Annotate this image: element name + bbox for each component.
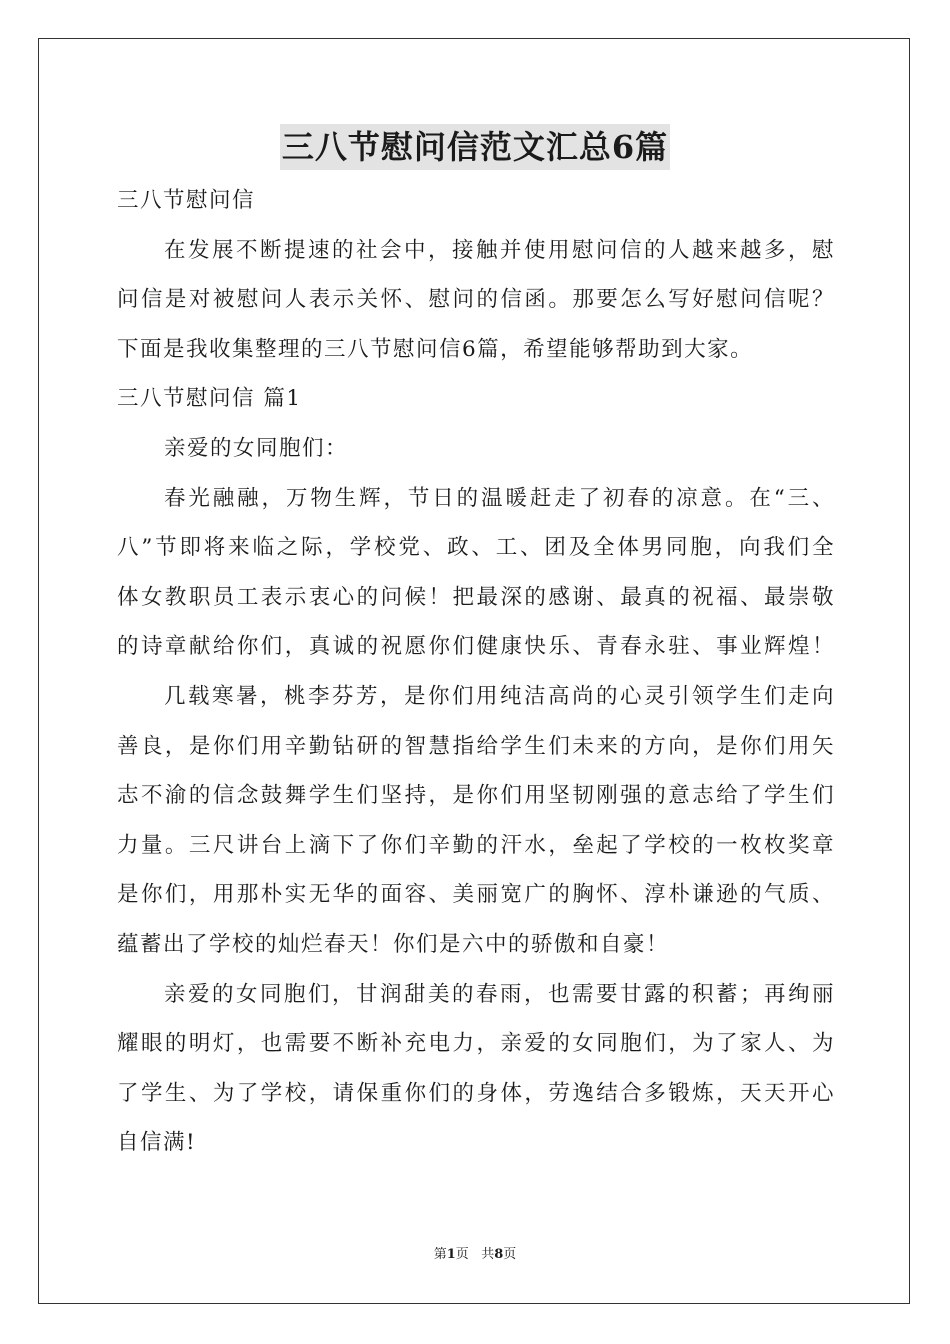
text-line: 了学生、为了学校，请保重你们的身体，劳逸结合多锻炼，天天开心: [117, 1080, 835, 1106]
text-line: 三八节慰问信 篇1: [117, 386, 302, 412]
text-line: 八”节即将来临之际，学校党、政、工、团及全体男同胞，向我们全: [117, 535, 835, 561]
document-body: [117, 176, 835, 1168]
text-line: 志不渝的信念鼓舞学生们坚持，是你们用坚韧刚强的意志给了学生们: [117, 783, 835, 809]
page-suffix: 页: [455, 1247, 469, 1262]
text-line: 自信满!: [117, 1130, 197, 1156]
text-line: 体女教职员工表示衷心的问候！把最深的感谢、最真的祝福、最崇敬: [117, 584, 835, 610]
text-line: 问信是对被慰问人表示关怀、慰问的信函。那要怎么写好慰问信呢？: [117, 287, 835, 313]
text-line: 耀眼的明灯，也需要不断补充电力，亲爱的女同胞们，为了家人、为: [117, 1031, 835, 1057]
page-prefix: 第: [433, 1247, 447, 1262]
total-suffix: 页: [503, 1247, 517, 1262]
page-number: 1: [446, 1247, 456, 1262]
total-prefix: 共: [481, 1247, 495, 1262]
text-line: 是你们，用那朴实无华的面容、美丽宽广的胸怀、淳朴谦逊的气质、: [117, 882, 835, 908]
text-line: 亲爱的女同胞们：: [164, 435, 349, 461]
text-line: 春光融融，万物生辉，节日的温暖赶走了初春的凉意。在“三、: [164, 485, 835, 511]
text-line: 三八节慰问信: [117, 188, 256, 213]
text-line: 力量。三尺讲台上滴下了你们辛勤的汗水，垒起了学校的一枚枚奖章: [117, 832, 835, 858]
text-line: 亲爱的女同胞们，甘润甜美的春雨，也需要甘露的积蓄；再绚丽: [164, 981, 835, 1007]
total-pages: 8: [494, 1247, 504, 1262]
text-line: 的诗章献给你们，真诚的祝愿你们健康快乐、青春永驻、事业辉煌！: [117, 634, 835, 660]
text-line: 几载寒暑，桃李芬芳，是你们用纯洁高尚的心灵引领学生们走向: [164, 683, 835, 709]
text-line: 善良，是你们用辛勤钻研的智慧指给学生们未来的方向，是你们用矢: [117, 733, 835, 759]
text-line: 在发展不断提速的社会中，接触并使用慰问信的人越来越多，慰: [164, 237, 835, 263]
title-container: [0, 124, 950, 170]
text-line: 蕴蓄出了学校的灿烂春天！你们是六中的骄傲和自豪！: [117, 931, 670, 957]
document-title: 三八节慰问信范文汇总6篇: [280, 124, 670, 170]
text-line: 下面是我收集整理的三八节慰问信6篇，希望能够帮助到大家。: [117, 336, 754, 362]
page-footer: [0, 1246, 950, 1264]
